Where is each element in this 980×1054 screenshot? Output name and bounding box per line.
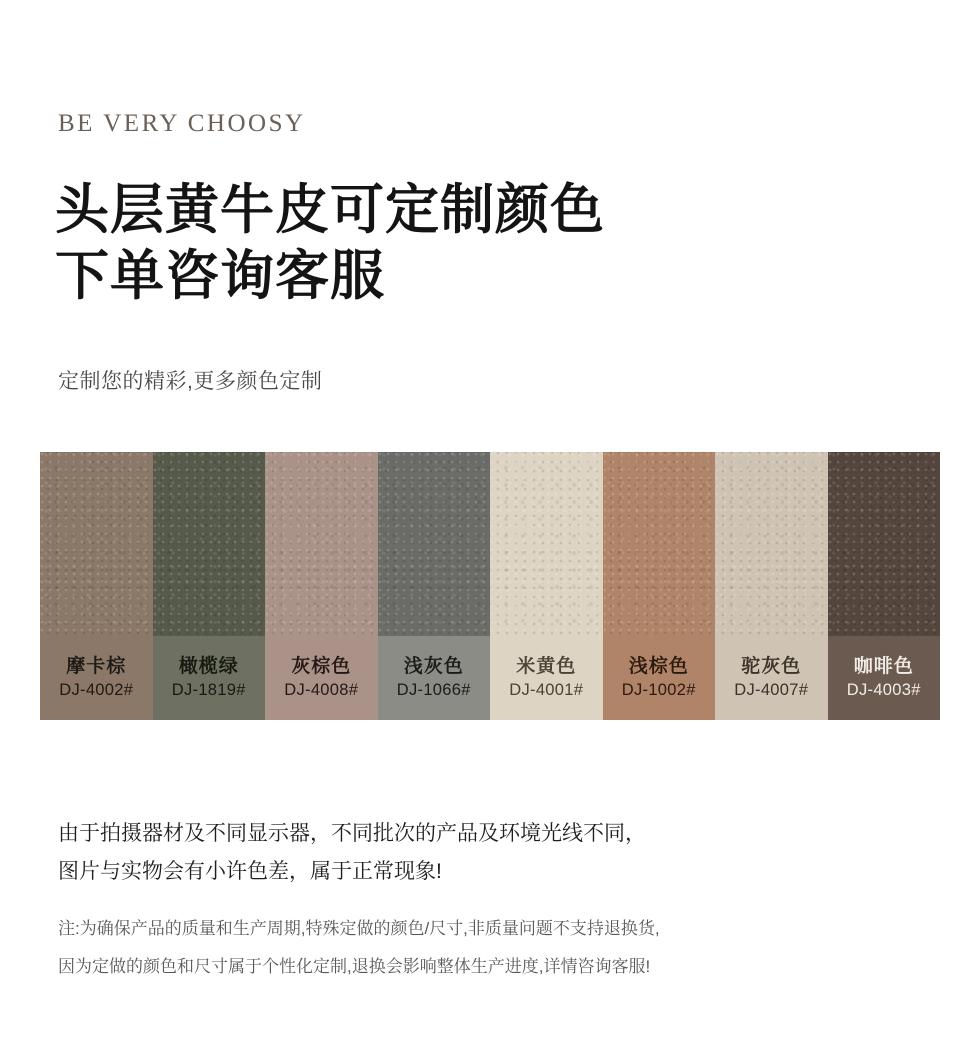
swatch-code: DJ-4007# xyxy=(734,681,809,700)
swatch-code: DJ-4003# xyxy=(846,681,921,700)
return-policy-note xyxy=(58,910,660,986)
swatch-name: 浅棕色 xyxy=(628,656,689,678)
swatch-code: DJ-1002# xyxy=(621,681,696,700)
color-disclaimer xyxy=(58,815,646,891)
swatch-item[interactable] xyxy=(153,452,266,720)
swatch-item[interactable] xyxy=(828,452,941,720)
swatch-label xyxy=(378,636,491,720)
swatch-chip[interactable] xyxy=(378,452,491,636)
swatch-item[interactable] xyxy=(40,452,153,720)
page-subtitle: 定制您的精彩,更多颜色定制 xyxy=(58,370,323,393)
swatch-name: 灰棕色 xyxy=(291,656,352,678)
color-disclaimer-line-1: 由于拍摄器材及不同显示器，不同批次的产品及环境光线不同， xyxy=(58,822,646,845)
swatch-code: DJ-4002# xyxy=(59,681,134,700)
swatch-label xyxy=(715,636,828,720)
swatch-label xyxy=(153,636,266,720)
swatch-item[interactable] xyxy=(490,452,603,720)
swatch-item[interactable] xyxy=(378,452,491,720)
swatch-item[interactable] xyxy=(715,452,828,720)
swatch-chip[interactable] xyxy=(40,452,153,636)
swatch-name: 驼灰色 xyxy=(741,656,802,678)
swatch-label xyxy=(603,636,716,720)
swatch-label xyxy=(40,636,153,720)
swatch-code: DJ-1066# xyxy=(396,681,471,700)
swatch-chip[interactable] xyxy=(265,452,378,636)
swatch-label xyxy=(828,636,941,720)
swatch-code: DJ-1819# xyxy=(171,681,246,700)
color-swatch-grid xyxy=(40,452,940,720)
return-policy-note-line-1: 注:为确保产品的质量和生产周期,特殊定做的颜色/尺寸,非质量问题不支持退换货, xyxy=(58,919,660,938)
swatch-chip[interactable] xyxy=(490,452,603,636)
swatch-chip[interactable] xyxy=(715,452,828,636)
swatch-name: 浅灰色 xyxy=(403,656,464,678)
swatch-item[interactable] xyxy=(603,452,716,720)
swatch-name: 咖啡色 xyxy=(853,656,914,678)
swatch-chip[interactable] xyxy=(828,452,941,636)
swatch-label xyxy=(490,636,603,720)
color-disclaimer-line-2: 图片与实物会有小许色差，属于正常现象! xyxy=(58,860,442,883)
swatch-name: 米黄色 xyxy=(516,656,577,678)
swatch-chip[interactable] xyxy=(603,452,716,636)
swatch-name: 摩卡棕 xyxy=(66,656,127,678)
swatch-chip[interactable] xyxy=(153,452,266,636)
eyebrow-text: BE VERY CHOOSY xyxy=(58,110,306,137)
swatch-item[interactable] xyxy=(265,452,378,720)
swatch-code: DJ-4008# xyxy=(284,681,359,700)
page-title xyxy=(55,176,605,308)
swatch-code: DJ-4001# xyxy=(509,681,584,700)
page-title-line-2: 下单咨询客服 xyxy=(55,243,385,307)
swatch-name: 橄榄绿 xyxy=(178,656,239,678)
swatch-label xyxy=(265,636,378,720)
page-title-line-1: 头层黄牛皮可定制颜色 xyxy=(55,177,605,241)
return-policy-note-line-2: 因为定做的颜色和尺寸属于个性化定制,退换会影响整体生产进度,详情咨询客服! xyxy=(58,957,651,976)
